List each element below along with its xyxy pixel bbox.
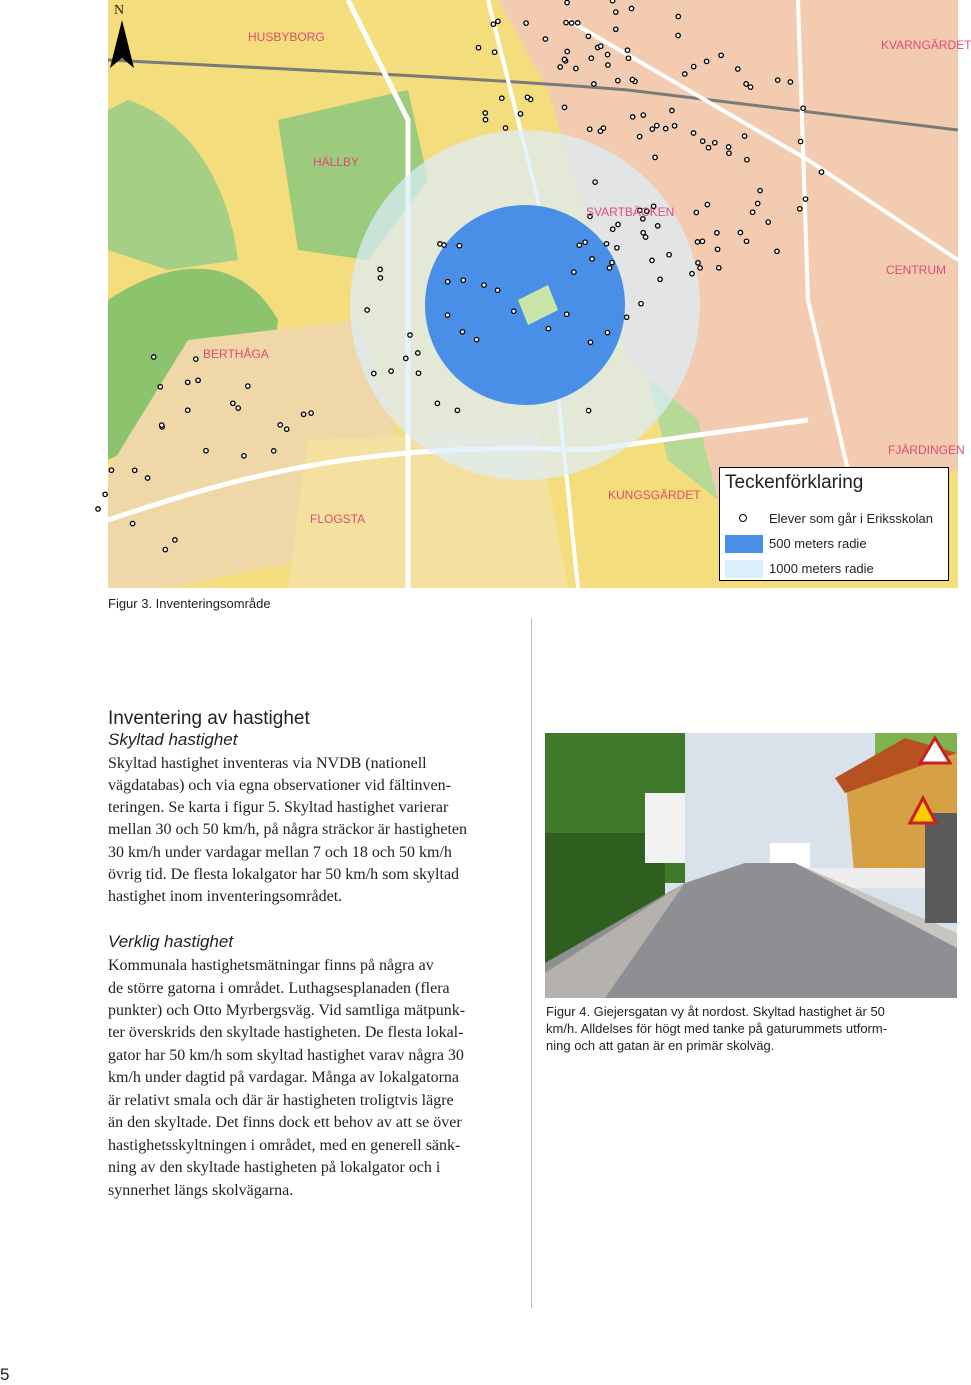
student-dot [664,126,668,130]
student-dot [512,309,516,313]
student-dot [676,14,680,18]
student-dot [483,118,487,122]
student-dot [610,0,614,3]
student-dot [593,180,597,184]
student-dot [558,65,562,69]
student-dot [196,378,200,382]
student-dot [637,134,641,138]
student-dot [713,141,717,145]
student-dot [742,134,746,138]
student-dot [500,96,504,100]
text-line: mellan 30 och 50 km/h, på några sträckor är hastigheten [108,821,467,838]
student-dot [607,266,611,270]
student-dot [524,21,528,25]
student-dot [455,408,459,412]
student-dot [658,277,662,281]
student-dot [727,151,731,155]
map-label: SVARTBÄCKEN [586,205,675,219]
student-dot [655,123,659,127]
page-number: 5 [0,1365,10,1384]
text-line: än den skyltade. Det finns dock ett behov av att se över [108,1114,462,1131]
column-divider [531,618,532,1308]
student-dot [96,507,100,511]
student-dot [574,66,578,70]
student-dot [631,115,635,119]
student-dot [758,188,762,192]
student-dot [204,449,208,453]
student-dot [650,127,654,131]
student-dot [694,210,698,214]
student-dot [750,210,754,214]
student-dot [676,33,680,37]
student-dot [389,369,393,373]
student-dot [518,112,522,116]
student-dot [715,231,719,235]
student-dot [744,239,748,243]
student-dot [614,10,618,14]
legend-swatch [725,535,763,553]
student-dot [442,243,446,247]
student-dot [776,78,780,82]
student-dot [605,330,609,334]
student-dot [744,82,748,86]
student-dot [611,227,615,231]
student-dot [152,355,156,359]
section-heading: Inventering av hastighet [108,708,310,729]
student-dot [474,337,478,341]
student-dot [641,113,645,117]
student-dot [629,6,633,10]
student-dot [715,247,719,251]
student-dot [525,95,529,99]
student-dot [683,72,687,76]
student-dot [309,411,313,415]
student-dot [562,105,566,109]
student-dot [236,406,240,410]
student-dot [365,308,369,312]
student-dot [476,46,480,50]
student-dot [653,155,657,159]
text-line: km/h under dagtid på vardagar. Många av lokalgatorna [108,1069,459,1086]
student-dot [588,340,592,344]
student-dot [667,253,671,257]
text-line: övrig tid. De flesta lokalgator har 50 km/h som skyltad [108,866,460,883]
student-dot [231,401,235,405]
student-dot [701,139,705,143]
student-dot [272,449,276,453]
student-dot [372,371,376,375]
legend-title: Teckenförklaring [725,472,864,493]
student-dot [624,315,628,319]
map-label: CENTRUM [886,263,946,277]
student-dot [641,231,645,235]
student-dot [590,257,594,261]
student-dot [160,423,164,427]
student-dot [798,207,802,211]
subheading-signed-speed: Skyltad hastighet [108,730,238,749]
student-dot [592,82,596,86]
student-dot [133,468,137,472]
student-dot [614,27,618,31]
student-dot [670,108,674,112]
student-dot [378,276,382,280]
map-label: KVARNGÄRDET [881,38,971,52]
legend-item: 1000 meters radie [720,558,948,580]
student-dot [378,267,382,271]
student-dot [704,59,708,63]
map-label: HÄLLBY [313,155,360,169]
student-dot [565,312,569,316]
student-dot [700,239,704,243]
student-dot [408,333,412,337]
student-dot [435,401,439,405]
student-dot [748,85,752,89]
student-dot [482,283,486,287]
student-dot [615,246,619,250]
student-dot [416,371,420,375]
student-dot [599,44,603,48]
student-dot [457,244,461,248]
figure-4-caption-line: km/h. Alldelses för högt med tanke på gaturummets utform- [546,1021,888,1036]
student-dot [656,224,660,228]
text-line: punkter) och Otto Myrbergsväg. Vid samtliga mätpunk- [108,1002,466,1019]
student-dot [626,56,630,60]
student-dot [738,230,742,234]
student-dot [492,50,496,54]
student-dot [285,427,289,431]
street-photo [545,733,957,998]
map-label: HUSBYBORG [248,30,325,44]
student-dot [616,222,620,226]
student-dot [605,52,609,56]
student-dot [788,80,792,84]
student-dot [726,145,730,149]
student-dot [745,158,749,162]
text-line: ter överskrids den skyltade hastigheten. De flesta lokal- [108,1024,464,1041]
legend-item: Elever som går i Eriksskolan [720,508,948,530]
student-dot [798,139,802,143]
text-line: ning av den skyltade hastigheten på lokalgator och i [108,1159,441,1176]
text-line: vägdatabas) och via egna observationer vid fältinven- [108,777,451,794]
legend-swatch [725,560,763,578]
student-dot [460,330,464,334]
figure-3-caption: Figur 3. Inventeringsområde [108,596,271,611]
student-dot [583,240,587,244]
student-dot [576,21,580,25]
student-dot [586,34,590,38]
map-label: FJÄRDINGEN [888,443,965,457]
student-dot [483,111,487,115]
student-dot [604,242,608,246]
student-dot [650,258,654,262]
figure-4-caption-line: Figur 4. Giejersgatan vy åt nordost. Skyltad hastighet är 50 [546,1004,885,1019]
student-dot [242,454,246,458]
student-dot [173,538,177,542]
student-dot [756,201,760,205]
student-dot [194,357,198,361]
student-dot [589,56,593,60]
student-dot [572,270,576,274]
text-line: teringen. Se karta i figur 5. Skyltad hastighet varierar [108,799,449,816]
student-dot [630,77,634,81]
text-line: gator har 50 km/h som skyltad hastighet varav några 30 [108,1047,464,1064]
student-dot [705,202,709,206]
student-dot [461,278,465,282]
text-line: hastighet inom inventeringsområdet. [108,888,343,905]
map-label: FLOGSTA [310,512,366,526]
text-line: Skyltad hastighet inventeras via NVDB (nationell [108,755,427,772]
text-line: synnerhet längs skolvägarna. [108,1182,294,1199]
student-dot [130,521,134,525]
student-dot [163,547,167,551]
student-dot [562,57,566,61]
student-dot [625,48,629,52]
figure-4-caption-line: ning och att gatan är en primär skolväg. [546,1038,775,1053]
student-dot [564,20,568,24]
student-dot [643,235,647,239]
map-label: KUNGSGÄRDET [608,488,701,502]
student-dot [639,302,643,306]
student-dot [692,64,696,68]
text-line: hastighetsskyltningen i området, med en generell sänk- [108,1137,461,1154]
student-dot [610,260,614,264]
student-dot [672,124,676,128]
student-dot [495,288,499,292]
green-area [108,100,238,270]
map-label: BERTHÅGA [203,347,269,361]
student-dot [706,146,710,150]
student-dot [775,249,779,253]
student-dot [145,476,149,480]
student-dot [491,22,495,26]
student-dot [691,131,695,135]
student-dot [616,78,620,82]
student-dot [577,243,581,247]
subheading-actual-speed: Verklig hastighet [108,932,234,951]
student-dot [496,19,500,23]
map-legend [719,467,949,581]
student-dot [803,197,807,201]
student-dot [404,356,408,360]
student-dot [446,280,450,284]
text-line: Kommunala hastighetsmätningar finns på några av [108,957,434,974]
student-dot [301,412,305,416]
student-dot [416,351,420,355]
student-dot [278,423,282,427]
student-dot [690,272,694,276]
text-line: 30 km/h under vardagar mellan 7 och 18 och 50 km/h [108,844,452,861]
street-photo-graphics [545,733,957,998]
student-dot [766,220,770,224]
student-dot [696,261,700,265]
student-dot [719,53,723,57]
student-dot [565,49,569,53]
student-dot [246,384,250,388]
student-dot [695,240,699,244]
text-line: de större gatorna i området. Luthagsesplanaden (flera [108,980,450,997]
student-dot [606,63,610,67]
student-dot [819,170,823,174]
student-dot [158,385,162,389]
text-line: är relativt smala och där är hastigheten troligtvis lägre [108,1092,454,1109]
north-label: N [114,3,125,18]
student-dot [186,408,190,412]
student-dot [598,129,602,133]
student-dot [801,106,805,110]
student-dot [445,313,449,317]
student-dot [717,266,721,270]
student-dot [736,67,740,71]
student-dot [186,380,190,384]
student-dot-icon [739,514,747,522]
student-dot [565,0,569,4]
student-dot [569,21,573,25]
student-dot [586,408,590,412]
student-dot [546,326,550,330]
student-dot [698,266,702,270]
legend-item: 500 meters radie [720,533,948,555]
student-dot [109,468,113,472]
student-dot [503,126,507,130]
student-dot [103,492,107,496]
student-dot [588,127,592,131]
student-dot [543,37,547,41]
